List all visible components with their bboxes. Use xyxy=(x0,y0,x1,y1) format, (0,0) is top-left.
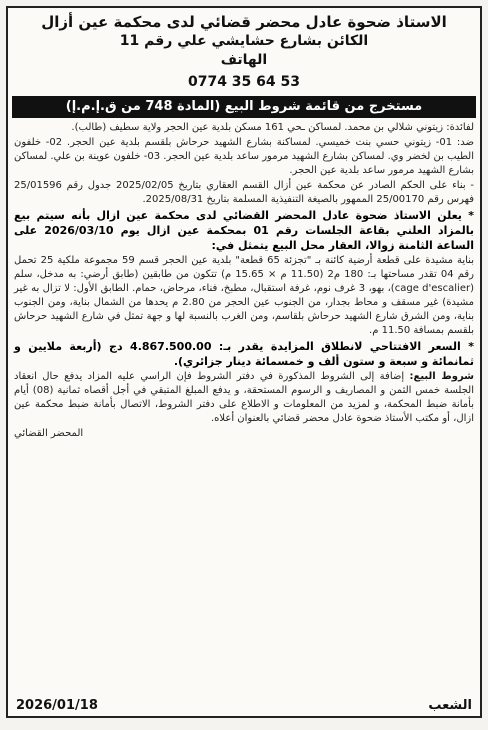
property-description: بناية مشيدة على قطعة أرضية كائنة بـ "تجزئة 65 قطعة" بلدية عين الحجر قسم 59 مجموعة ملكية 25 تحمل رقم 04 تقدر مساحتها بـ: 180 م2 (11.50 م × 15.65 م) تتكون من طابقين (طابق أرضي: به مدخل، سلم (cage d'escalier)، بهو، 3 غرف نوم، غرفة استقبال، مطبخ، فناء، مرحاض، حمام. الطابق الأول: لا تزال به غير مشيدة) غير مسقف و محاط بجدار، من الجنوب عين الحجر من 2.80 م يحدها من الشمال بناية، ومن الجنوب بناية، ومن الشرق شارع الشهيد حرحاش بلقاسم، ومن الغرب بالنسبة لها و جهة تمثل في شارع الشهيد حرحاش بلقسم بمسافة 11.50 م. xyxy=(14,255,474,336)
bailiff-title: الاستاذ ضحوة عادل محضر قضائي لدى محكمة عين أزال xyxy=(41,13,447,31)
auction-announcement: * يعلن الاستاذ ضحوة عادل المحضر القضائي لدى محكمة عين ازال بأنه سيتم بيع بالمزاد العلني بقاعة الجلسات رقم 01 بمحكمة عين ازال يوم 2026/03/10 على الساعة الثامنة زوالا، العقار محل البيع يتمثل في: xyxy=(14,209,474,252)
phone-number: 0774 35 64 53 xyxy=(187,74,301,90)
sale-conditions xyxy=(14,370,474,426)
publication-date: 2026/01/18 xyxy=(16,698,98,713)
defendants-paragraph: ضد: 01- زيتوني حسي بنت خميسي. لمساكنة بشارع الشهيد حرحاش بلقسم بلدية عين الحجر. 02- خلفون الطيب بن لخضر وي. لمساكن بشارع الشهيد مرمور ساعد بلدية عين الحجر. 03- خلفون عوينة بن علي. لمساكن بشارع الشهيد مرمور ساعد بلدية عين الحجر. xyxy=(14,137,474,176)
notice-body xyxy=(8,121,480,441)
judgment-paragraph: - بناء على الحكم الصادر عن محكمة عين أزال القسم العقاري بتاريخ 2025/02/05 جدول رقم 25/01596 فهرس رقم 25/00170 الممهور بالصيغة التنفيذية المسلمة بتاريخ 2025/08/31. xyxy=(14,180,474,205)
bailiff-address: الكائن بشارع حشايشي علي رقم 11 xyxy=(119,33,369,49)
sale-conditions-text: إضافة إلى الشروط المذكورة في دفتر الشروط فإن الراسي عليه المزاد يدفع حال انعقاد الجلسة خمس الثمن و المصاريف و الرسوم المستحقة، و يدفع المبلغ المتبقي في أجل أقصاه ثمانية (08) أيام بأمانة ضبط المحكمة، و لمزيد من المعلومات و الاطلاع على دفتر الشروط، الاتصال بأمانة ضبط محكمة عين ازال، أو مكتب الأستاذ ضحوة عادل محضر قضائي بالعنوان أعلاه. xyxy=(14,371,474,424)
sale-conditions-label: شروط البيع: xyxy=(409,371,474,382)
notice-footer xyxy=(16,698,472,713)
newspaper-name: الشعب xyxy=(428,698,472,713)
signature: المحضر القضائي xyxy=(14,428,84,439)
phone-label: الهاتف xyxy=(220,52,268,68)
signature-line xyxy=(14,427,474,441)
notice-header xyxy=(8,8,480,94)
notice-banner: مستخرج من قائمة شروط البيع (المادة 748 من ق.إ.م.إ) xyxy=(12,96,476,118)
starting-price: * السعر الافتتاحي لانطلاق المزايدة يقدر بـ: 4.867.500.00 دج (أربعة ملايين و ثمانمائة و سبعة و ستون ألف و خمسمائة دينار جزائري). xyxy=(14,340,474,368)
beneficiary-paragraph: لفائدة: زيتوني شلالي بن محمد. لمساكن ـحي 161 مسكن بلدية عين الحجر ولاية سطيف (طالب). xyxy=(71,122,474,133)
legal-notice xyxy=(6,6,482,718)
